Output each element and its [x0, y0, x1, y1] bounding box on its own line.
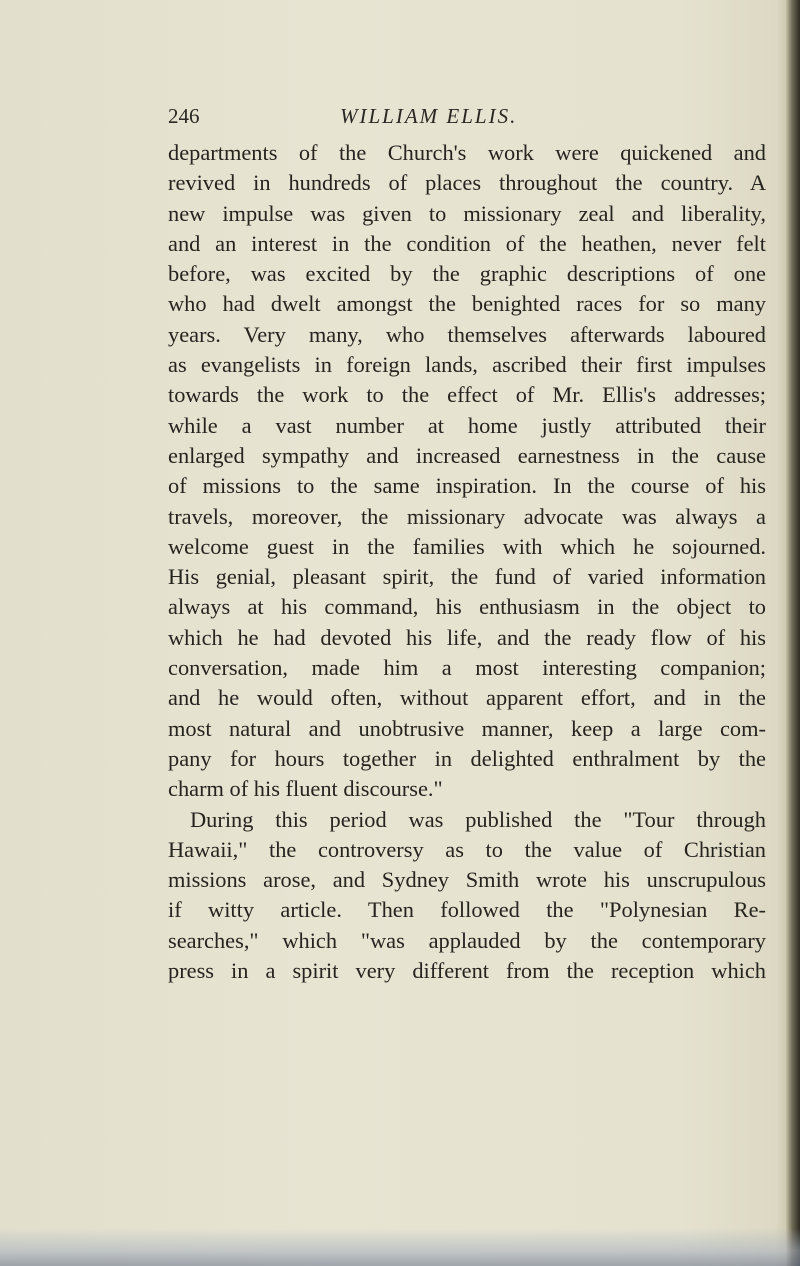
- text-line: missions arose, and Sydney Smith wrote his unscrupulous: [168, 867, 766, 893]
- text-line: as evangelists in foreign lands, ascribed their first impulses: [168, 352, 766, 378]
- text-line: new impulse was given to missionary zeal and liberality,: [168, 200, 766, 226]
- page-bottom-shadow: [0, 1228, 800, 1266]
- page-header: [0, 104, 800, 136]
- body-text: [168, 138, 766, 986]
- text-line: During this period was published the "Tour through: [190, 806, 766, 832]
- text-line: searches," which "was applauded by the contemporary: [168, 927, 766, 953]
- text-line: while a vast number at home justly attributed their: [168, 412, 766, 438]
- text-line: enlarged sympathy and increased earnestness in the cause: [168, 442, 766, 468]
- text-line: towards the work to the effect of Mr. Ellis's addresses;: [168, 382, 766, 408]
- text-line: Hawaii," the controversy as to the value of Christian: [168, 836, 766, 862]
- text-line: pany for hours together in delighted enthralment by the: [168, 745, 766, 771]
- text-line: which he had devoted his life, and the ready flow of his: [168, 624, 766, 650]
- text-line: and an interest in the condition of the heathen, never felt: [168, 230, 766, 256]
- text-line: revived in hundreds of places throughout the country. A: [168, 170, 766, 196]
- text-line: charm of his fluent discourse.": [168, 776, 443, 802]
- text-line: His genial, pleasant spirit, the fund of varied information: [168, 564, 766, 590]
- text-line: travels, moreover, the missionary advocate was always a: [168, 503, 766, 529]
- text-line: before, was excited by the graphic descriptions of one: [168, 261, 766, 287]
- text-line: if witty article. Then followed the "Polynesian Re-: [168, 897, 766, 923]
- text-line: press in a spirit very different from the reception which: [168, 958, 766, 984]
- running-title: WILLIAM ELLIS.: [340, 104, 518, 128]
- text-line: conversation, made him a most interesting companion;: [168, 655, 766, 681]
- text-line: always at his command, his enthusiasm in the object to: [168, 594, 766, 620]
- text-line: who had dwelt amongst the benighted races for so many: [168, 291, 766, 317]
- text-line: and he would often, without apparent effort, and in the: [168, 685, 766, 711]
- text-line: most natural and unobtrusive manner, keep a large com-: [168, 715, 766, 741]
- text-line: departments of the Church's work were quickened and: [168, 140, 766, 165]
- text-line: years. Very many, who themselves afterwards laboured: [168, 321, 766, 347]
- text-line: welcome guest in the families with which he sojourned.: [168, 533, 766, 559]
- page-number: 246: [168, 104, 200, 128]
- text-line: of missions to the same inspiration. In the course of his: [168, 473, 766, 499]
- book-spine-shadow: [786, 0, 800, 1266]
